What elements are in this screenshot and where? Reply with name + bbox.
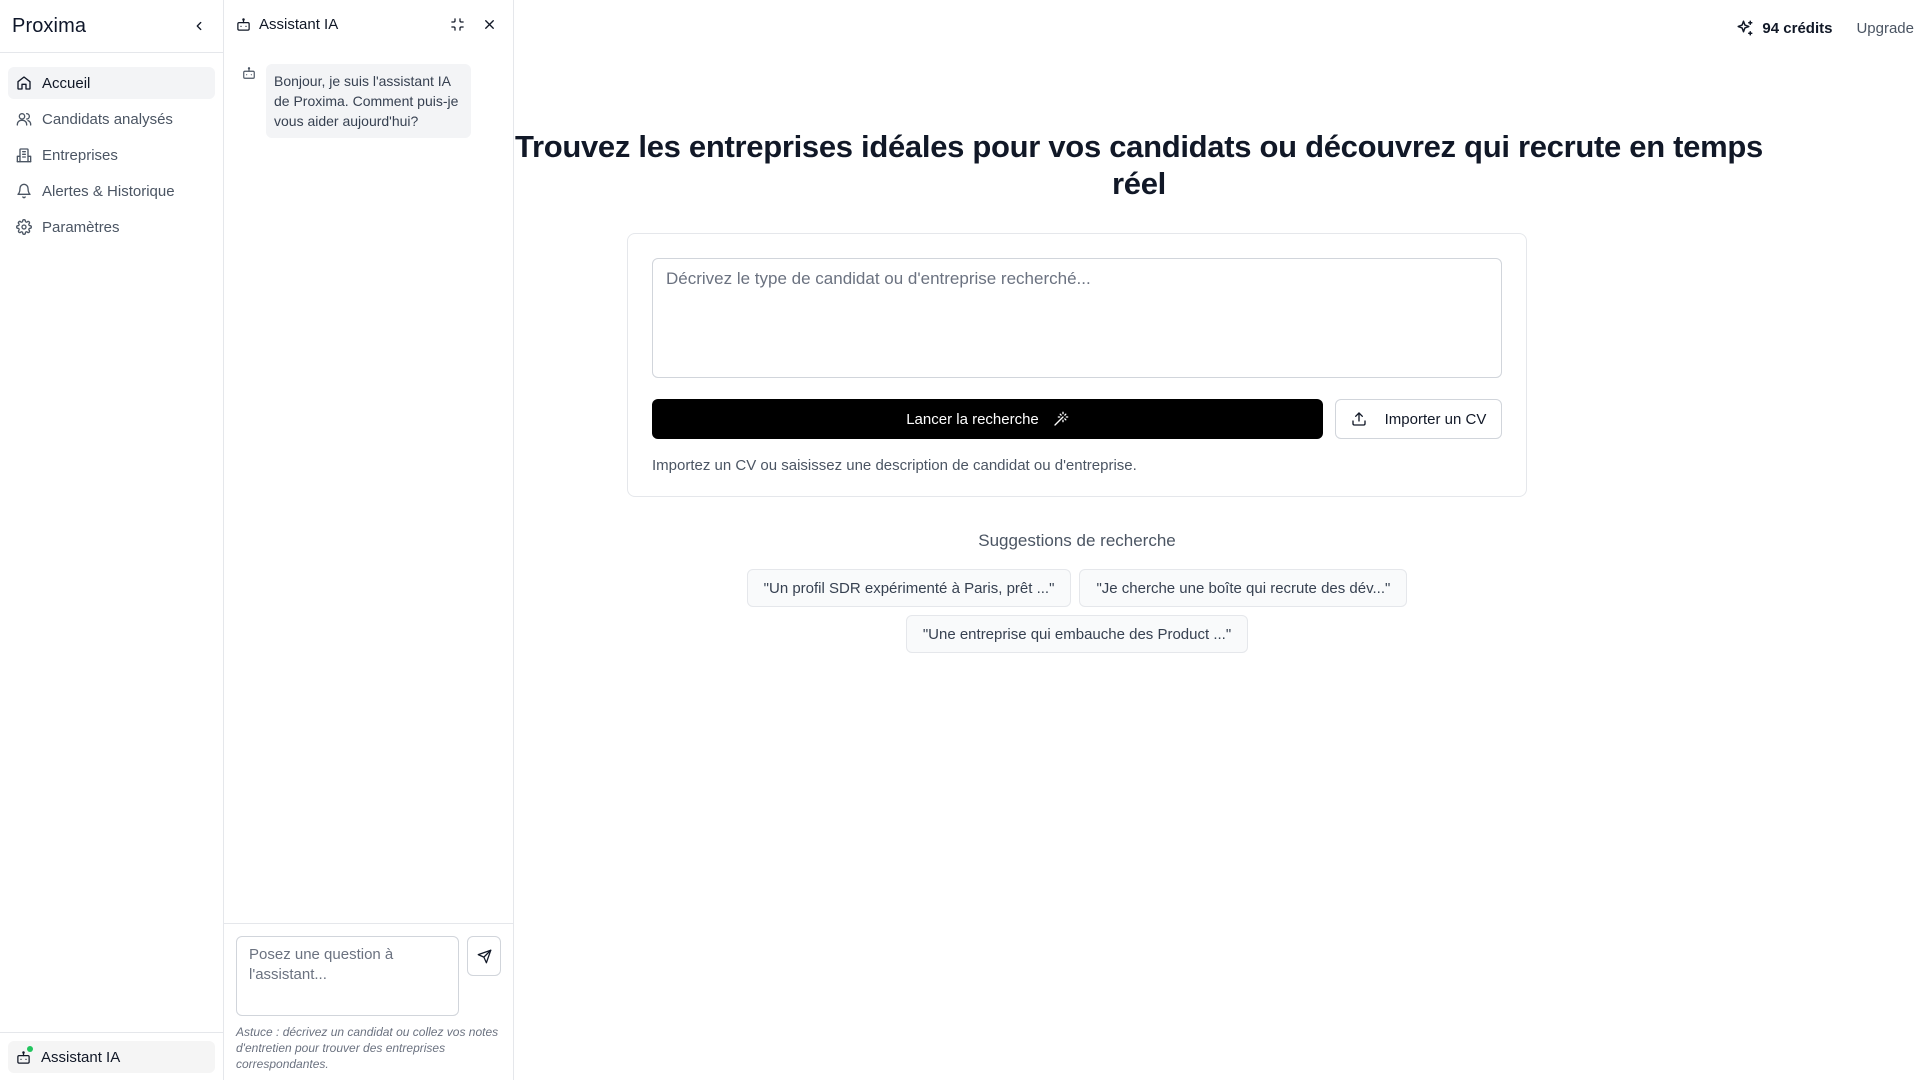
launch-search-button[interactable] <box>652 399 1323 439</box>
send-message-button[interactable] <box>467 936 501 976</box>
assistant-toggle-label: Assistant IA <box>41 1048 121 1066</box>
upload-icon <box>1351 411 1367 427</box>
sidebar-item-candidats[interactable] <box>8 103 215 135</box>
close-icon <box>482 17 497 32</box>
search-description-input[interactable] <box>652 258 1502 378</box>
assistant-composer <box>224 923 513 1080</box>
building-icon <box>16 147 32 163</box>
assistant-toggle-button[interactable] <box>8 1041 215 1073</box>
credits-badge[interactable] <box>1736 19 1832 37</box>
online-status-dot <box>27 1046 33 1052</box>
minimize-icon <box>450 17 465 32</box>
assistant-panel-header <box>224 0 513 48</box>
assistant-tip: Astuce : décrivez un candidat ou collez vos notes d'entretien pour trouver des entreprises correspondantes. <box>236 1025 499 1071</box>
chat-bubble: Bonjour, je suis l'assistant IA de Proxima. Comment puis-je vous aider aujourd'hui? <box>266 64 471 138</box>
bot-avatar-icon <box>242 66 256 80</box>
suggestion-chip[interactable]: "Je cherche une boîte qui recrute des dév..." <box>1079 569 1407 607</box>
gear-icon <box>16 219 32 235</box>
sidebar-nav <box>0 53 223 243</box>
import-cv-button[interactable] <box>1335 399 1502 439</box>
import-cv-label: Importer un CV <box>1384 410 1487 428</box>
sparkles-icon <box>1736 19 1754 37</box>
main-content <box>514 0 1920 1080</box>
suggestions-row <box>514 569 1640 607</box>
assistant-question-input[interactable] <box>236 936 459 1016</box>
credits-count: 94 crédits <box>1762 19 1833 37</box>
search-card <box>627 233 1527 497</box>
sidebar-item-label: Alertes & Historique <box>42 182 175 200</box>
close-panel-button[interactable] <box>477 12 501 36</box>
bell-icon <box>16 183 32 199</box>
chat-message <box>224 48 513 138</box>
bot-icon <box>236 17 251 32</box>
minimize-panel-button[interactable] <box>445 12 469 36</box>
collapse-sidebar-button[interactable] <box>187 14 211 38</box>
chevron-left-icon <box>192 19 206 33</box>
suggestions-title: Suggestions de recherche <box>978 531 1176 550</box>
sidebar-item-label: Paramètres <box>42 218 120 236</box>
assistant-panel-title: Assistant IA <box>259 15 339 33</box>
suggestion-chip[interactable]: "Un profil SDR expérimenté à Paris, prêt ..." <box>747 569 1072 607</box>
suggestion-chip[interactable]: "Une entreprise qui embauche des Product ..." <box>906 615 1248 653</box>
home-icon <box>16 75 32 91</box>
sidebar-item-label: Accueil <box>42 74 91 92</box>
sidebar-item-accueil[interactable] <box>8 67 215 99</box>
page-title: Trouvez les entreprises idéales pour vos candidats ou découvrez qui recrute en temps réel <box>515 129 1763 201</box>
search-helper-text: Importez un CV ou saisissez une description de candidat ou d'entreprise. <box>652 457 1137 474</box>
sidebar-header <box>0 0 223 53</box>
upgrade-link[interactable]: Upgrade <box>1856 19 1914 37</box>
assistant-panel <box>224 0 514 1080</box>
app-logo: Proxima <box>12 14 87 37</box>
sidebar-item-label: Entreprises <box>42 146 118 164</box>
users-icon <box>16 111 32 127</box>
sidebar-item-alertes[interactable] <box>8 175 215 207</box>
sidebar-item-parametres[interactable] <box>8 211 215 243</box>
send-icon <box>477 949 492 964</box>
suggestions-row <box>514 615 1640 653</box>
top-bar <box>514 0 1920 56</box>
sidebar-footer <box>0 1032 223 1080</box>
sidebar-item-label: Candidats analysés <box>42 110 173 128</box>
magic-wand-icon <box>1053 411 1069 427</box>
sidebar <box>0 0 224 1080</box>
sidebar-item-entreprises[interactable] <box>8 139 215 171</box>
launch-search-label: Lancer la recherche <box>906 410 1039 428</box>
